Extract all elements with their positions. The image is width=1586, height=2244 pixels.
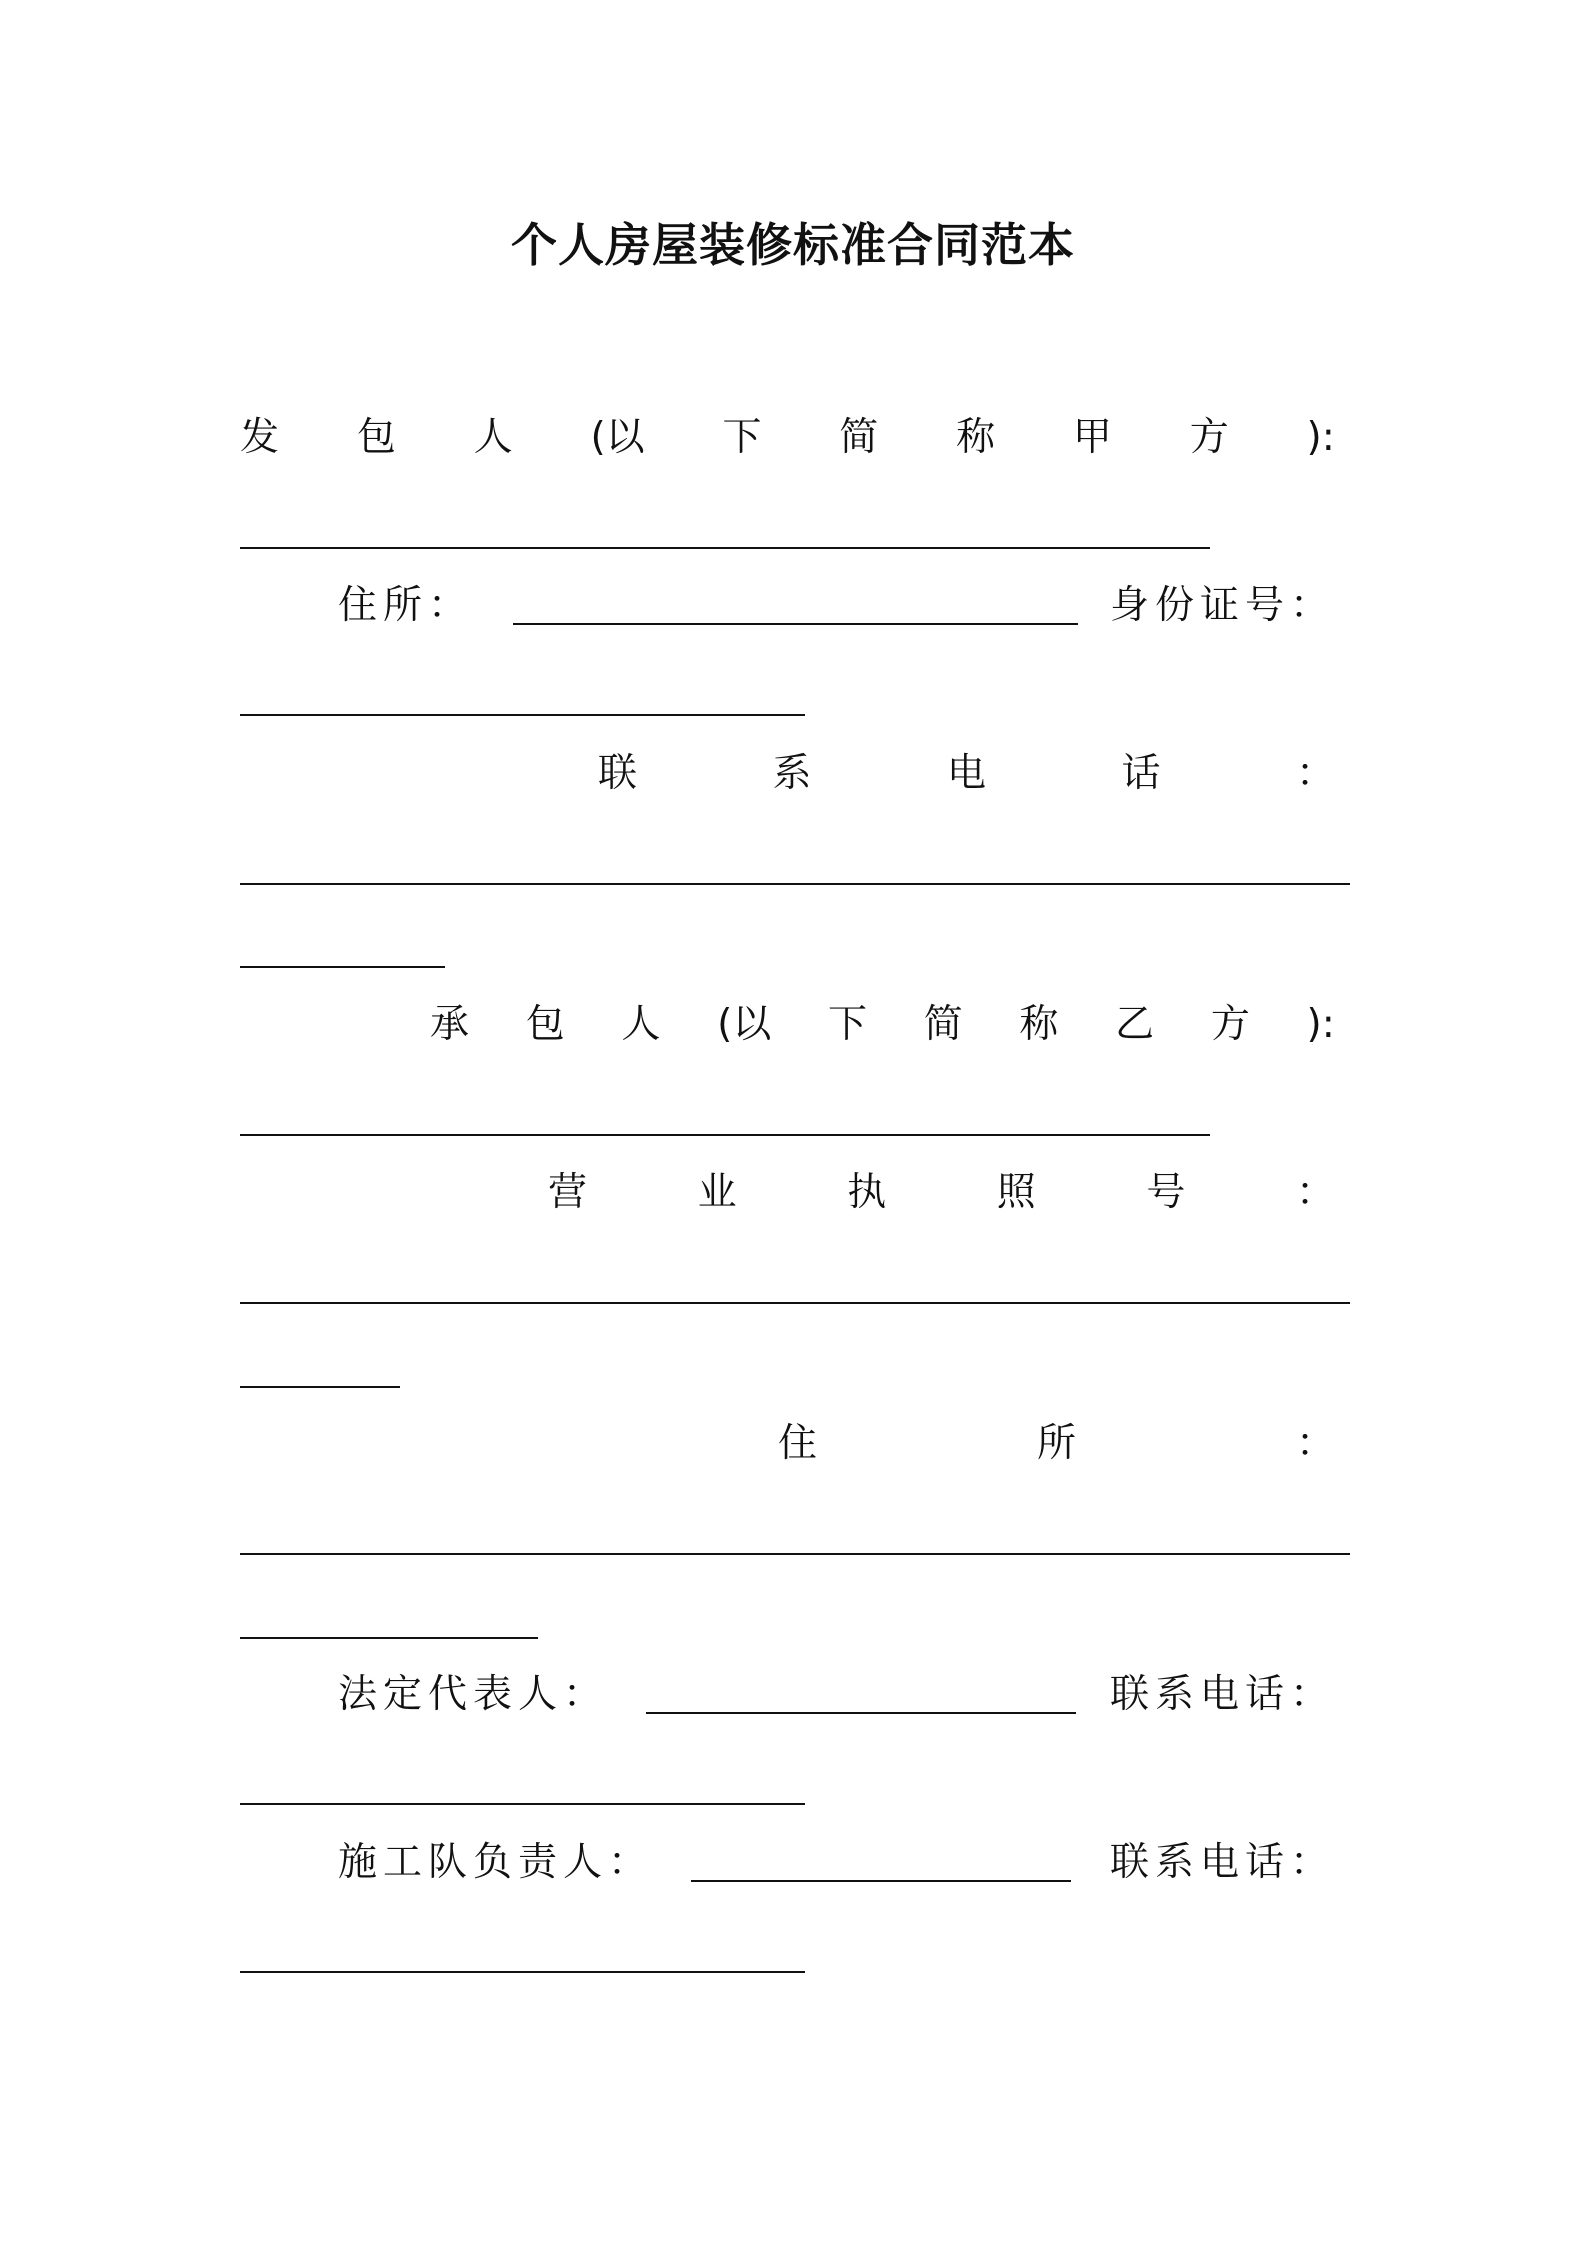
party-a-heading-char: 称 bbox=[956, 415, 996, 460]
party-b-heading-char: ): bbox=[1306, 1002, 1335, 1047]
party-a-heading-char: 方 bbox=[1189, 415, 1229, 460]
party-b-address-blank-line2[interactable] bbox=[240, 1637, 538, 1639]
party-a-heading-char: ): bbox=[1306, 415, 1335, 460]
party-b-heading-char: 称 bbox=[1019, 1002, 1059, 1047]
party-b-address-char: 所 bbox=[1036, 1421, 1076, 1466]
party-b-license-row bbox=[548, 1163, 1335, 1223]
party-a-heading-char: 发 bbox=[240, 415, 280, 460]
party-a-phone-blank-line2[interactable] bbox=[240, 966, 445, 968]
crew-leader-label: 施工队负责人： bbox=[338, 1840, 654, 1885]
legal-rep-blank[interactable] bbox=[646, 1712, 1076, 1714]
party-b-address-row bbox=[778, 1414, 1335, 1474]
party-a-phone-char: 电 bbox=[946, 751, 986, 796]
legal-rep-phone-label: 联系电话： bbox=[1109, 1672, 1335, 1717]
party-b-license-char: 执 bbox=[847, 1170, 887, 1215]
party-a-id-blank[interactable] bbox=[240, 714, 805, 716]
party-b-license-blank-line2[interactable] bbox=[240, 1386, 400, 1388]
party-a-phone-char: 联 bbox=[598, 751, 638, 796]
party-b-heading-char: 下 bbox=[828, 1002, 868, 1047]
party-a-heading-char: (以 bbox=[590, 415, 645, 460]
party-b-license-char: ： bbox=[1295, 1170, 1335, 1215]
party-a-address-blank[interactable] bbox=[513, 623, 1078, 625]
party-a-phone-char: 系 bbox=[772, 751, 812, 796]
crew-leader-row bbox=[338, 1833, 1335, 1893]
party-b-heading-char: (以 bbox=[717, 1002, 772, 1047]
party-a-heading-char: 下 bbox=[722, 415, 762, 460]
party-a-phone-blank-line1[interactable] bbox=[240, 883, 1350, 885]
party-a-phone-row bbox=[598, 744, 1335, 804]
party-a-phone-char: 话 bbox=[1121, 751, 1161, 796]
party-b-heading-char: 包 bbox=[525, 1002, 565, 1047]
party-b-license-char: 号 bbox=[1146, 1170, 1186, 1215]
party-b-name-blank[interactable] bbox=[240, 1134, 1210, 1136]
party-a-name-blank[interactable] bbox=[240, 547, 1210, 549]
party-b-heading-char: 简 bbox=[923, 1002, 963, 1047]
party-b-address-char: ： bbox=[1295, 1421, 1335, 1466]
party-b-heading-char: 乙 bbox=[1115, 1002, 1155, 1047]
party-b-address-blank-line1[interactable] bbox=[240, 1553, 1350, 1555]
party-b-license-char: 营 bbox=[548, 1170, 588, 1215]
party-b-address-char: 住 bbox=[778, 1421, 818, 1466]
party-a-heading-char: 包 bbox=[356, 415, 396, 460]
party-a-id-label: 身份证号： bbox=[1109, 583, 1335, 628]
party-a-address-label: 住所： bbox=[338, 583, 474, 628]
party-a-heading bbox=[240, 408, 1335, 468]
party-a-address-row bbox=[338, 576, 1335, 636]
party-b-heading bbox=[430, 995, 1335, 1055]
party-a-heading-char: 人 bbox=[473, 415, 513, 460]
party-a-heading-char: 甲 bbox=[1072, 415, 1112, 460]
crew-leader-phone-label: 联系电话： bbox=[1109, 1840, 1335, 1885]
page-title: 个人房屋装修标准合同范本 bbox=[511, 218, 1075, 272]
legal-rep-label: 法定代表人： bbox=[338, 1672, 609, 1717]
party-b-license-char: 业 bbox=[697, 1170, 737, 1215]
legal-rep-row bbox=[338, 1665, 1335, 1725]
party-a-heading-char: 简 bbox=[839, 415, 879, 460]
crew-leader-blank[interactable] bbox=[691, 1880, 1071, 1882]
party-b-heading-char: 承 bbox=[430, 1002, 470, 1047]
legal-rep-phone-blank[interactable] bbox=[240, 1803, 805, 1805]
party-b-heading-char: 人 bbox=[621, 1002, 661, 1047]
crew-leader-phone-blank[interactable] bbox=[240, 1971, 805, 1973]
party-b-heading-char: 方 bbox=[1210, 1002, 1250, 1047]
party-b-license-blank-line1[interactable] bbox=[240, 1302, 1350, 1304]
party-a-phone-char: ： bbox=[1295, 751, 1335, 796]
party-b-license-char: 照 bbox=[996, 1170, 1036, 1215]
